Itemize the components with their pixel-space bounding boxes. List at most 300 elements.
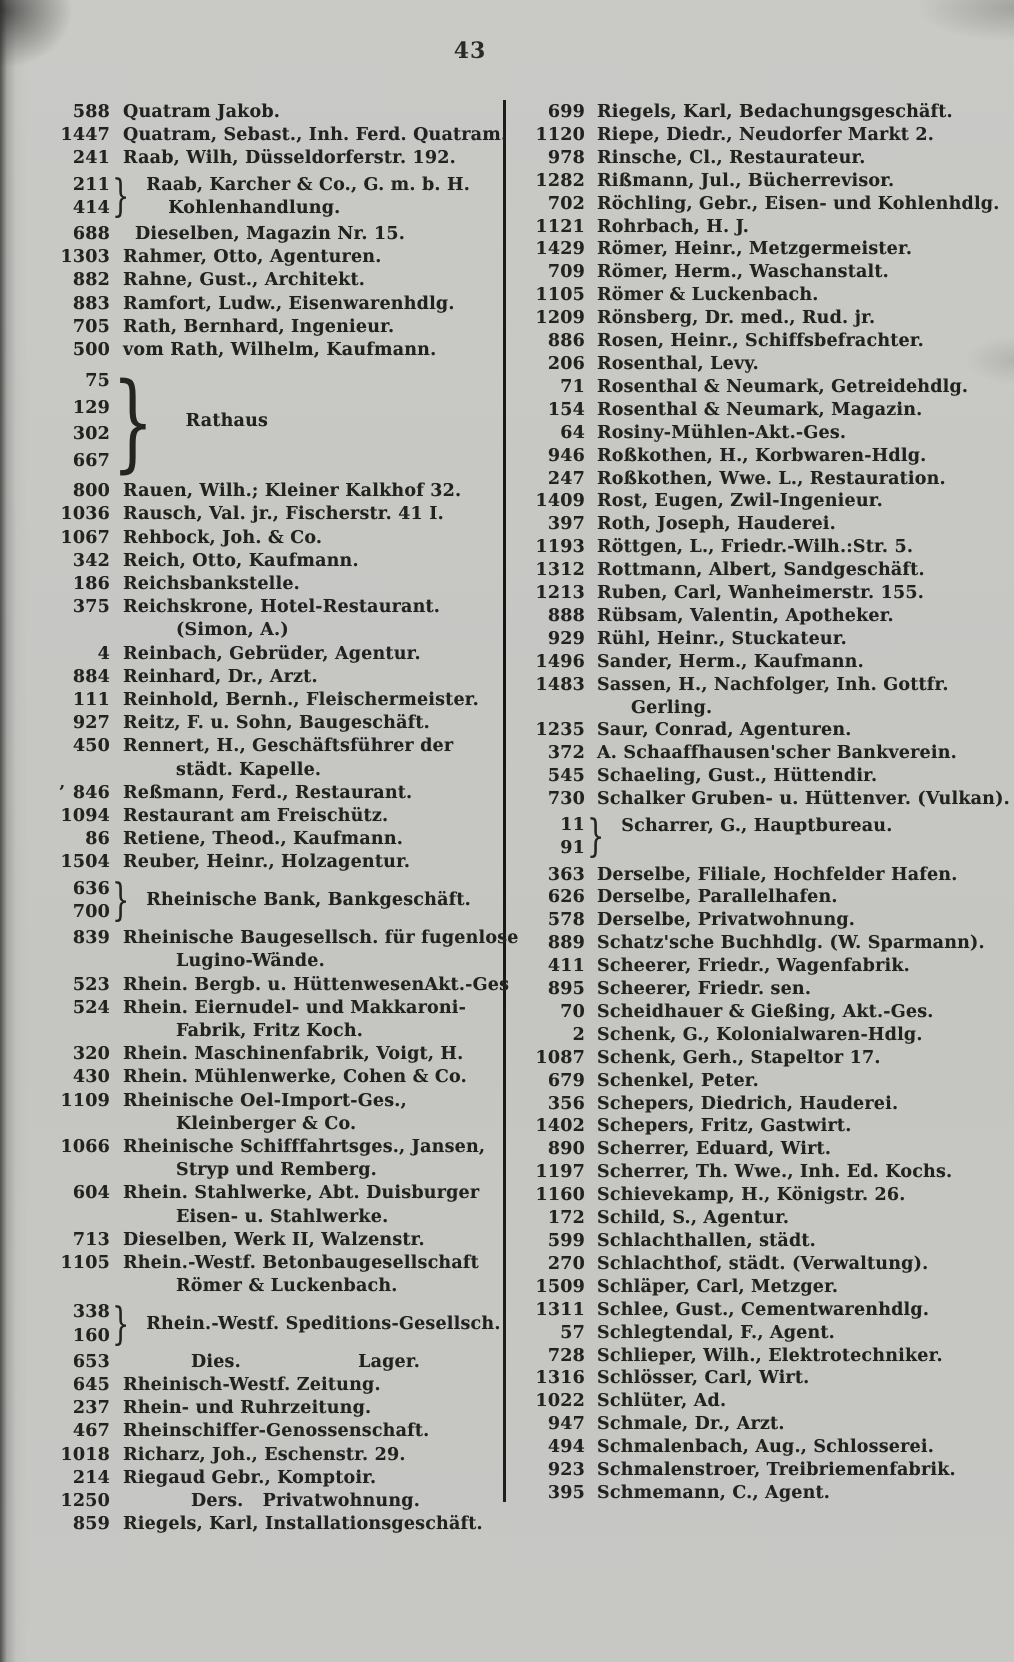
- entry-number: 64: [560, 422, 585, 443]
- entry-text: Roth, Joseph, Hauderei.: [597, 514, 836, 535]
- entry-text-detail: Privatwohnung.: [262, 1490, 420, 1511]
- table-row: [48, 1444, 480, 1467]
- entry-text: Schievekamp, H., Königstr. 26.: [597, 1185, 906, 1206]
- entry-number: 889: [547, 933, 585, 954]
- entry-number: 160: [72, 1325, 110, 1346]
- entry-text: Reinhard, Dr., Arzt.: [123, 666, 318, 687]
- entry-number: 890: [547, 1139, 585, 1160]
- entry-text: Schatz'sche Buchhdlg. (W. Sparmann).: [597, 933, 985, 954]
- entry-number: 839: [72, 928, 110, 949]
- entry-text: Rheinische Baugesellsch. für fugenlose: [123, 928, 519, 949]
- entry-text: Rosenthal & Neumark, Getreidehdlg.: [597, 376, 969, 397]
- entry-text: Schepers, Fritz, Gastwirt.: [597, 1116, 852, 1137]
- table-row: [519, 1299, 989, 1322]
- entry-text: Rauen, Wilh.; Kleiner Kalkhof 32.: [123, 481, 462, 502]
- group-brace-icon: }: [112, 359, 154, 483]
- entry-number: 1311: [535, 1299, 585, 1320]
- entry-number: 338: [72, 1302, 110, 1323]
- table-row: [519, 1070, 989, 1093]
- entry-text: Schlee, Gust., Cementwarenhdlg.: [597, 1299, 930, 1320]
- entry-text: Roßkothen, Wwe. L., Restauration.: [597, 468, 946, 489]
- entry-text: Raab, Wilh, Düsseldorferstr. 192.: [123, 148, 456, 169]
- entry-text: Schmalenstroer, Treibriemenfabrik.: [597, 1460, 956, 1481]
- table-row: [519, 1184, 989, 1207]
- table-row: [48, 550, 480, 573]
- table-row: [519, 932, 989, 955]
- table-row: [519, 307, 989, 330]
- entry-number: 111: [72, 690, 110, 711]
- table-row: [519, 1482, 989, 1505]
- entry-number: 653: [72, 1351, 110, 1372]
- column-divider: [503, 100, 506, 1502]
- table-row: [519, 1138, 989, 1161]
- entry-number: 728: [547, 1345, 585, 1366]
- table-row: [519, 1322, 989, 1345]
- entry-number: 888: [547, 605, 585, 626]
- entry-group-lines: [146, 878, 471, 924]
- table-row: [519, 1207, 989, 1230]
- entry-number: 1250: [60, 1490, 110, 1511]
- entry-text: Schalker Gruben- u. Hüttenver. (Vulkan).: [597, 789, 1010, 810]
- table-row: [48, 666, 480, 689]
- table-row: [48, 643, 480, 666]
- entry-text: Schlachthallen, städt.: [597, 1231, 816, 1251]
- entry-group-numbers: [48, 174, 110, 220]
- table-row: [48, 735, 480, 758]
- entry-text: Rausch, Val. jr., Fischerstr. 41 I.: [123, 504, 444, 525]
- entry-number: 1235: [535, 720, 585, 741]
- entry-text: Retiene, Theod., Kaufmann.: [123, 829, 404, 850]
- entry-number: 978: [547, 147, 585, 168]
- entry-number: 588: [72, 102, 110, 122]
- entry-number: 11: [560, 815, 585, 836]
- table-row: [519, 1230, 989, 1253]
- entry-number: 86: [85, 829, 110, 850]
- table-row: [519, 1276, 989, 1299]
- table-row: [48, 246, 480, 269]
- entry-text: Schlüter, Ad.: [597, 1391, 727, 1412]
- entry-number: 599: [547, 1231, 585, 1251]
- entry-text: Römer, Herm., Waschanstalt.: [597, 262, 889, 283]
- entry-number: 1312: [535, 560, 585, 581]
- entry-text: Riegaud Gebr., Komptoir.: [123, 1467, 377, 1488]
- entry-number: 884: [72, 666, 110, 687]
- entry-text: Reitz, F. u. Sohn, Baugeschäft.: [123, 713, 430, 734]
- entry-text: Rübsam, Valentin, Apotheker.: [597, 605, 894, 626]
- entry-number: 702: [547, 193, 585, 214]
- table-row: [519, 1001, 989, 1024]
- table-row: [48, 927, 519, 950]
- entry-text: Schmalenbach, Aug., Schlosserei.: [597, 1437, 935, 1458]
- entry-number: 1022: [535, 1391, 585, 1412]
- entry-text-abbrev: Dies.: [191, 1351, 241, 1372]
- table-row: [519, 651, 989, 674]
- entry-text: Ramfort, Ludw., Eisenwarenhdlg.: [123, 293, 455, 314]
- entry-text: Schläper, Carl, Metzger.: [597, 1276, 839, 1297]
- entry-group: [48, 171, 480, 223]
- entry-text: Rath, Bernhard, Ingenieur.: [123, 316, 395, 337]
- entry-number: 929: [547, 628, 585, 649]
- table-row: [519, 147, 989, 170]
- entry-number: 1409: [535, 491, 585, 512]
- entry-text: Röttgen, L., Friedr.-Wilh.:Str. 5.: [597, 537, 914, 558]
- entry-text: [123, 1351, 480, 1374]
- entry-number: 1209: [535, 308, 585, 329]
- entry-number: 356: [547, 1093, 585, 1114]
- entry-text: Derselbe, Parallelhafen.: [597, 887, 838, 908]
- entry-number: 1109: [60, 1090, 110, 1111]
- table-row: [519, 1459, 989, 1482]
- entry-number: 524: [72, 997, 110, 1018]
- entry-number: [48, 782, 110, 805]
- entry-text: Scheidhauer & Gießing, Akt.-Ges.: [597, 1001, 934, 1022]
- table-row: [519, 261, 989, 284]
- entry-text: Rosen, Heinr., Schiffsbefrachter.: [597, 331, 924, 352]
- entry-number: 154: [547, 399, 585, 420]
- entry-text: Scheerer, Friedr. sen.: [597, 979, 812, 1000]
- entry-text: Rosenthal & Neumark, Magazin.: [597, 399, 923, 420]
- entry-number: 450: [72, 736, 110, 757]
- table-row: [48, 101, 480, 124]
- table-row: [519, 284, 989, 307]
- group-brace-icon: }: [112, 1298, 130, 1350]
- table-row: [519, 1047, 989, 1070]
- table-row: [519, 788, 1010, 811]
- entry-number: 302: [72, 424, 110, 445]
- table-row: [48, 1043, 480, 1066]
- entry-text: Sassen, H., Nachfolger, Inh. Gottfr.: [597, 674, 949, 695]
- entry-text: Rhein. Stahlwerke, Abt. Duisburger: [123, 1183, 480, 1204]
- entry-text: Scherrer, Eduard, Wirt.: [597, 1139, 832, 1160]
- entry-number: 397: [547, 514, 585, 535]
- entry-number: 1213: [535, 583, 585, 604]
- entry-group-lines: [186, 365, 268, 477]
- entry-number: 645: [72, 1374, 110, 1395]
- entry-text: Kohlenhandlung.: [168, 197, 341, 218]
- table-row: [48, 974, 510, 997]
- table-row: [519, 536, 989, 559]
- entry-text: Reich, Otto, Kaufmann.: [123, 550, 359, 571]
- entry-text: vom Rath, Wilhelm, Kaufmann.: [123, 340, 437, 361]
- entry-number: 604: [72, 1183, 110, 1204]
- table-row: [48, 1513, 483, 1536]
- entry-group-lines: [621, 814, 892, 860]
- table-row: [48, 997, 480, 1020]
- entry-number: 2: [572, 1024, 585, 1045]
- entry-number: 859: [72, 1514, 110, 1535]
- table-row: [48, 851, 480, 874]
- entry-text: Rühl, Heinr., Stuckateur.: [597, 628, 847, 649]
- entry-number: 320: [72, 1044, 110, 1065]
- entry-number: 1282: [535, 170, 585, 191]
- entry-text: Riegels, Karl, Installationsgeschäft.: [123, 1514, 483, 1535]
- entry-text: Reichsbankstelle.: [123, 574, 300, 595]
- entry-text: Rosenthal, Levy.: [597, 353, 759, 374]
- entry-text: Schlösser, Carl, Wirt.: [597, 1368, 810, 1389]
- entry-number: 411: [547, 956, 585, 977]
- entry-text: Restaurant am Freischütz.: [123, 806, 389, 827]
- entry-number: 1303: [60, 247, 110, 268]
- entry-number: 1429: [535, 239, 585, 260]
- table-row: [519, 909, 989, 932]
- table-row: [519, 101, 989, 124]
- table-row: [48, 1182, 480, 1205]
- entry-number: 372: [547, 743, 585, 764]
- table-row: [48, 527, 480, 550]
- entry-group-lines: [146, 1301, 500, 1347]
- table-row: [519, 605, 989, 628]
- entry-text: Schlachthof, städt. (Verwaltung).: [597, 1253, 929, 1274]
- entry-text: Derselbe, Filiale, Hochfelder Hafen.: [597, 864, 958, 885]
- entry-text: Rheinisch-Westf. Zeitung.: [123, 1374, 381, 1395]
- table-row: [519, 1024, 989, 1047]
- table-row: [519, 742, 989, 765]
- entry-text-abbrev: Ders.: [191, 1490, 244, 1511]
- entry-number: 494: [547, 1437, 585, 1458]
- entry-number: 713: [72, 1229, 110, 1250]
- entry-number: 895: [547, 979, 585, 1000]
- entry-number: 342: [72, 550, 110, 571]
- entry-number: 1483: [535, 674, 585, 695]
- entry-number: 1197: [535, 1162, 585, 1183]
- entry-number: 699: [547, 102, 585, 122]
- entry-number: 1496: [535, 651, 585, 672]
- entry-text: Roßkothen, H., Korbwaren-Hdlg.: [597, 445, 927, 466]
- entry-number: 667: [72, 450, 110, 471]
- table-row: [48, 1397, 480, 1420]
- table-row: [519, 1413, 989, 1436]
- table-row: [519, 376, 989, 399]
- entry-number: 882: [72, 270, 110, 291]
- table-row: [519, 399, 989, 422]
- entry-number: 1105: [60, 1252, 110, 1273]
- entry-group: [519, 810, 989, 862]
- entry-number: 186: [72, 574, 110, 595]
- entry-text: Scheerer, Friedr., Wagenfabrik.: [597, 956, 910, 977]
- entry-text: Schenk, G., Kolonialwaren-Hdlg.: [597, 1024, 923, 1045]
- table-row: [519, 582, 989, 605]
- entry-number: 270: [547, 1253, 585, 1274]
- table-row: [519, 674, 989, 697]
- entry-text: Rehbock, Joh. & Co.: [123, 527, 323, 548]
- entry-number-value: 846: [72, 782, 110, 803]
- entry-number: 800: [72, 481, 110, 502]
- entry-number: 172: [547, 1208, 585, 1229]
- entry-text: A. Schaaffhausen'scher Bankverein.: [597, 743, 957, 764]
- entry-text: Rahmer, Otto, Agenturen.: [123, 247, 382, 268]
- entry-text: Riepe, Diedr., Neudorfer Markt 2.: [597, 124, 935, 145]
- entry-text: Rhein. Maschinenfabrik, Voigt, H.: [123, 1044, 464, 1065]
- entry-number: 363: [547, 864, 585, 885]
- entry-text: Rheinische Schifffahrtsges., Jansen,: [123, 1136, 486, 1157]
- entry-group-numbers: [48, 365, 110, 477]
- entry-number: 1036: [60, 504, 110, 525]
- entry-text-continuation: Fabrik, Fritz Koch.: [176, 1020, 364, 1041]
- table-row: [48, 1351, 480, 1374]
- table-row: [519, 238, 989, 261]
- entry-number: 700: [72, 901, 110, 922]
- entry-number: 578: [547, 910, 585, 931]
- entry-number: 57: [560, 1322, 585, 1343]
- entry-text: Rottmann, Albert, Sandgeschäft.: [597, 560, 925, 581]
- entry-number: 523: [72, 974, 110, 995]
- entry-number: 626: [547, 887, 585, 908]
- entry-number: 75: [85, 371, 110, 392]
- entry-group: [48, 1298, 501, 1350]
- entry-number: 1018: [60, 1444, 110, 1465]
- entry-text: Reinbach, Gebrüder, Agentur.: [123, 643, 421, 664]
- directory-column-left: [48, 101, 519, 1536]
- entry-number: 1121: [535, 216, 585, 237]
- entry-number: 467: [72, 1421, 110, 1442]
- entry-group-numbers: [48, 1301, 110, 1347]
- entry-number: 679: [547, 1070, 585, 1091]
- entry-text-continuation: Kleinberger & Co.: [176, 1113, 357, 1134]
- table-row: [519, 864, 989, 887]
- table-row: [519, 490, 989, 513]
- entry-group: [48, 875, 480, 927]
- table-row: [519, 1093, 989, 1116]
- entry-text: Ruben, Carl, Wanheimerstr. 155.: [597, 583, 924, 604]
- entry-number: 883: [72, 293, 110, 314]
- entry-text: Schmale, Dr., Arzt.: [597, 1414, 785, 1435]
- entry-text: Rhein.-Westf. Betonbaugesellschaft: [123, 1252, 479, 1273]
- entry-text: Rhein. Bergb. u. HüttenwesenAkt.-Ges: [123, 974, 510, 995]
- table-row: [48, 1066, 480, 1089]
- entry-text: Schlieper, Wilh., Elektrotechniker.: [597, 1345, 943, 1366]
- entry-number: 1509: [535, 1276, 585, 1297]
- entry-number: 237: [72, 1398, 110, 1419]
- entry-number: 1066: [60, 1136, 110, 1157]
- entry-number: 705: [72, 316, 110, 337]
- table-row: [519, 1436, 989, 1459]
- group-brace-icon: }: [587, 810, 605, 862]
- entry-number: 395: [547, 1482, 585, 1503]
- entry-text: Schild, S., Agentur.: [597, 1208, 790, 1229]
- entry-text: Richarz, Joh., Eschenstr. 29.: [123, 1444, 406, 1465]
- entry-text: Saur, Conrad, Agenturen.: [597, 720, 852, 741]
- table-row: [519, 513, 989, 536]
- entry-text: Schenkel, Peter.: [597, 1070, 759, 1091]
- entry-group-numbers: [48, 878, 110, 924]
- table-row: [519, 1253, 989, 1276]
- table-row: [48, 1467, 480, 1490]
- table-row: [48, 293, 480, 316]
- entry-text: Scharrer, G., Hauptbureau.: [621, 816, 893, 837]
- entry-text-continuation: Stryp und Remberg.: [176, 1160, 377, 1181]
- entry-number: 1447: [60, 125, 110, 146]
- entry-number: 414: [72, 197, 110, 218]
- table-row: [48, 828, 480, 851]
- entry-number: 1402: [535, 1116, 585, 1137]
- entry-text: Schepers, Diedrich, Hauderei.: [597, 1093, 899, 1114]
- entry-text: Raab, Karcher & Co., G. m. b. H.: [146, 174, 471, 195]
- entry-number: 730: [547, 789, 585, 810]
- table-row: [48, 573, 480, 596]
- entry-number: 1193: [535, 537, 585, 558]
- entry-number: 70: [560, 1001, 585, 1022]
- table-row: [48, 596, 480, 619]
- entry-text: Schaeling, Gust., Hüttendir.: [597, 766, 878, 787]
- entry-text-continuation: Eisen- u. Stahlwerke.: [176, 1206, 389, 1227]
- table-row: [48, 1229, 480, 1252]
- table-row: [48, 503, 480, 526]
- entry-number: 129: [72, 397, 110, 418]
- entry-number: 923: [547, 1460, 585, 1481]
- entry-text: Quatram Jakob.: [123, 102, 281, 122]
- entry-number: 1067: [60, 527, 110, 548]
- table-row: [519, 559, 989, 582]
- entry-number: 1087: [535, 1047, 585, 1068]
- entry-text: Rahne, Gust., Architekt.: [123, 270, 366, 291]
- entry-text: Schlegtendal, F., Agent.: [597, 1322, 835, 1343]
- entry-mark: ’: [58, 782, 66, 803]
- entry-text: Rost, Eugen, Zwil-Ingenieur.: [597, 491, 883, 512]
- entry-text: Rhein.-Westf. Speditions-Gesellsch.: [146, 1313, 501, 1334]
- table-row: [519, 468, 989, 491]
- entry-number: 71: [560, 376, 585, 397]
- table-row: [519, 978, 989, 1001]
- entry-number: 241: [72, 148, 110, 169]
- table-row: [519, 330, 989, 353]
- table-row: [519, 170, 989, 193]
- entry-text: Rheinschiffer-Genossenschaft.: [123, 1421, 430, 1442]
- table-row: [519, 422, 989, 445]
- entry-text: Dieselben, Magazin Nr. 15.: [135, 224, 405, 245]
- entry-text: Quatram, Sebast., Inh. Ferd. Quatram.: [123, 125, 508, 146]
- entry-number: 1094: [60, 806, 110, 827]
- table-row: [48, 1374, 480, 1397]
- table-row: [519, 719, 989, 742]
- entry-text: Sander, Herm., Kaufmann.: [597, 651, 864, 672]
- entry-number: 1160: [535, 1185, 585, 1206]
- table-row: [519, 1390, 989, 1413]
- entry-number: 886: [547, 331, 585, 352]
- entry-text: Schmemann, C., Agent.: [597, 1482, 831, 1503]
- entry-number: 91: [560, 838, 585, 859]
- group-brace-icon: }: [112, 875, 130, 927]
- entry-number: 500: [72, 340, 110, 361]
- table-row: [48, 712, 480, 735]
- entry-text: Reinhold, Bernh., Fleischermeister.: [123, 690, 479, 711]
- entry-text: Rißmann, Jul., Bücherrevisor.: [597, 170, 895, 191]
- table-row: [48, 1090, 480, 1113]
- table-row: [519, 216, 989, 239]
- entry-text: Rhein- und Ruhrzeitung.: [123, 1398, 372, 1419]
- entry-text: Rheinische Oel-Import-Ges.,: [123, 1090, 407, 1111]
- entry-group: [48, 359, 480, 483]
- entry-number: 214: [72, 1467, 110, 1488]
- entry-number: 1120: [535, 124, 585, 145]
- table-row: [48, 805, 480, 828]
- entry-number: 375: [72, 597, 110, 618]
- entry-text: Römer & Luckenbach.: [597, 285, 819, 306]
- table-row: [48, 269, 480, 292]
- entry-number: 206: [547, 353, 585, 374]
- table-row: [48, 147, 480, 170]
- entry-text-continuation: Gerling.: [631, 697, 713, 718]
- entry-group-numbers: [519, 814, 585, 860]
- entry-group-lines: [146, 174, 470, 220]
- table-row: [48, 1420, 480, 1443]
- table-row: [519, 1115, 989, 1138]
- page-number: 43: [453, 38, 487, 64]
- entry-number: 1504: [60, 852, 110, 873]
- table-row: [48, 1136, 486, 1159]
- entry-text: Rönsberg, Dr. med., Rud. jr.: [597, 308, 876, 329]
- entry-number: 709: [547, 262, 585, 283]
- entry-number: 688: [72, 224, 110, 245]
